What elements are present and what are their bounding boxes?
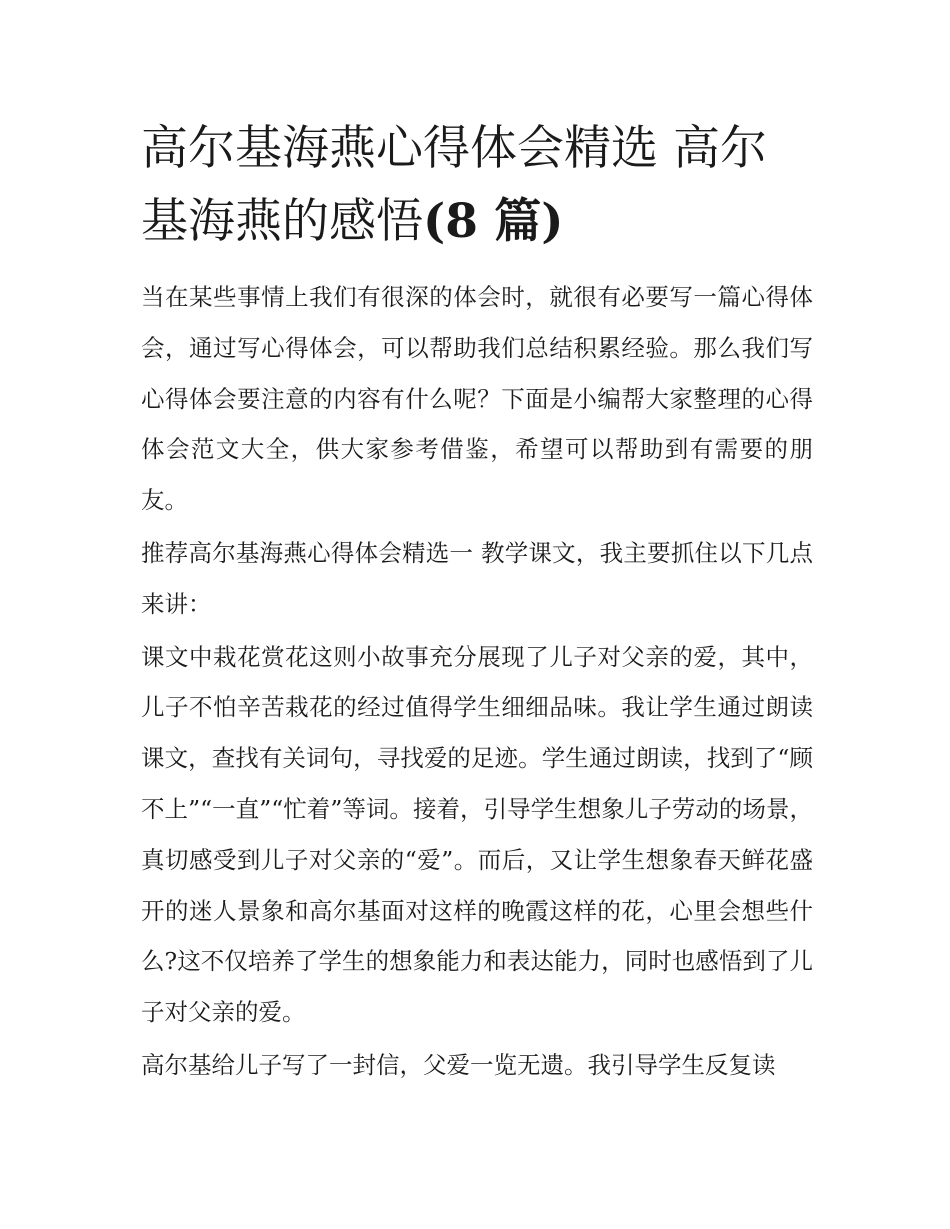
intro-paragraph: 当在某些事情上我们有很深的体会时，就很有必要写一篇心得体会，通过写心得体会，可以帮助我们总结积累经验。那么我们写心得体会要注意的内容有什么呢？下面是小编帮大家整理的心得体会范文大全，供大家参考借鉴，希望可以帮助到有需要的朋友。 [141, 283, 813, 515]
title-count: (8 篇) [423, 194, 564, 249]
document-body [141, 112, 813, 1093]
body-paragraph-truncated: 高尔基给儿子写了一封信，父爱一览无遗。我引导学生反复读 [141, 1050, 776, 1079]
document-title [141, 112, 813, 258]
title-text: 高尔基海燕心得体会精选 高尔基海燕的感悟 [141, 121, 767, 249]
body-paragraph: 课文中栽花赏花这则小故事充分展现了儿子对父亲的爱，其中，儿子不怕辛苦栽花的经过值得学生细细品味。我让学生通过朗读课文，查找有关词句，寻找爱的足迹。学生通过朗读，找到了“顾不上”“一直”“忙着”等词。接着，引导学生想象儿子劳动的场景，真切感受到儿子对父亲的“爱”。而后，又让学生想象春天鲜花盛开的迷人景象和高尔基面对这样的晚霞这样的花，心里会想些什么?这不仅培养了学生的想象能力和表达能力，同时也感悟到了儿子对父亲的爱。 [141, 642, 813, 1027]
section-heading-paragraph: 推荐高尔基海燕心得体会精选一 教学课文，我主要抓住以下几点来讲： [141, 538, 813, 618]
